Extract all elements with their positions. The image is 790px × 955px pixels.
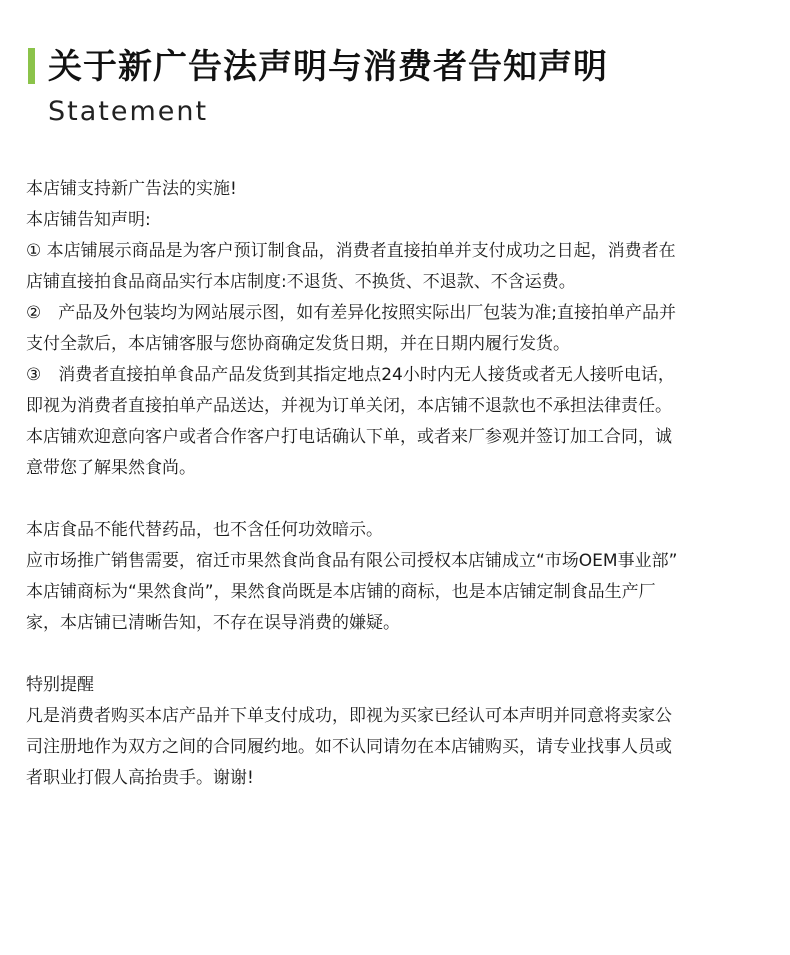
trademark-line: 本店食品不能代替药品，也不含任何功效暗示。 xyxy=(26,520,383,540)
policy-line: 即视为消费者直接拍单产品送达，并视为订单关闭，本店铺不退款也不承担法律责任。 xyxy=(26,396,672,416)
policy-line: ③ 消费者直接拍单食品产品发货到其指定地点24小时内无人接货或者无人接听电话， xyxy=(26,365,675,385)
policy-line: 意带您了解果然食尚。 xyxy=(26,458,196,478)
reminder-line: 者职业打假人高抬贵手。谢谢! xyxy=(26,768,254,788)
section-spacer xyxy=(26,639,766,670)
trademark-line: 家，本店铺已清晰告知，不存在误导消费的嫌疑。 xyxy=(26,613,400,633)
trademark-line: 本店铺商标为“果然食尚”，果然食尚既是本店铺的商标，也是本店铺定制食品生产厂 xyxy=(26,582,656,602)
trademark-section xyxy=(26,515,766,639)
reminder-line: 特别提醒 xyxy=(26,675,94,695)
trademark-line: 应市场推广销售需要，宿迁市果然食尚食品有限公司授权本店铺成立“市场OEM事业部” xyxy=(26,551,678,571)
page-subtitle: Statement xyxy=(48,96,209,127)
statement-body xyxy=(26,174,766,794)
policy-line: 支付全款后，本店铺客服与您协商确定发货日期，并在日期内履行发货。 xyxy=(26,334,570,354)
policy-line: 本店铺告知声明: xyxy=(26,210,151,230)
store-policy-section xyxy=(26,174,766,484)
reminder-line: 凡是消费者购买本店产品并下单支付成功，即视为买家已经认可本声明并同意将卖家公 xyxy=(26,706,672,726)
policy-line: 本店铺欢迎意向客户或者合作客户打电话确认下单，或者来厂参观并签订加工合同，诚 xyxy=(26,427,672,447)
page-title: 关于新广告法声明与消费者告知声明 xyxy=(48,47,608,87)
policy-line: ① 本店铺展示商品是为客户预订制食品，消费者直接拍单并支付成功之日起，消费者在 xyxy=(26,241,676,261)
policy-line: 店铺直接拍食品商品实行本店制度:不退货、不换货、不退款、不含运费。 xyxy=(26,272,576,292)
reminder-line: 司注册地作为双方之间的合同履约地。如不认同请勿在本店铺购买，请专业找事人员或 xyxy=(26,737,672,757)
policy-line: 本店铺支持新广告法的实施! xyxy=(26,179,237,199)
accent-bar xyxy=(28,48,35,84)
section-spacer xyxy=(26,484,766,515)
special-reminder-section xyxy=(26,670,766,794)
policy-line: ② 产品及外包装均为网站展示图，如有差异化按照实际出厂包装为准;直接拍单产品并 xyxy=(26,303,676,323)
statement-header xyxy=(24,44,764,134)
